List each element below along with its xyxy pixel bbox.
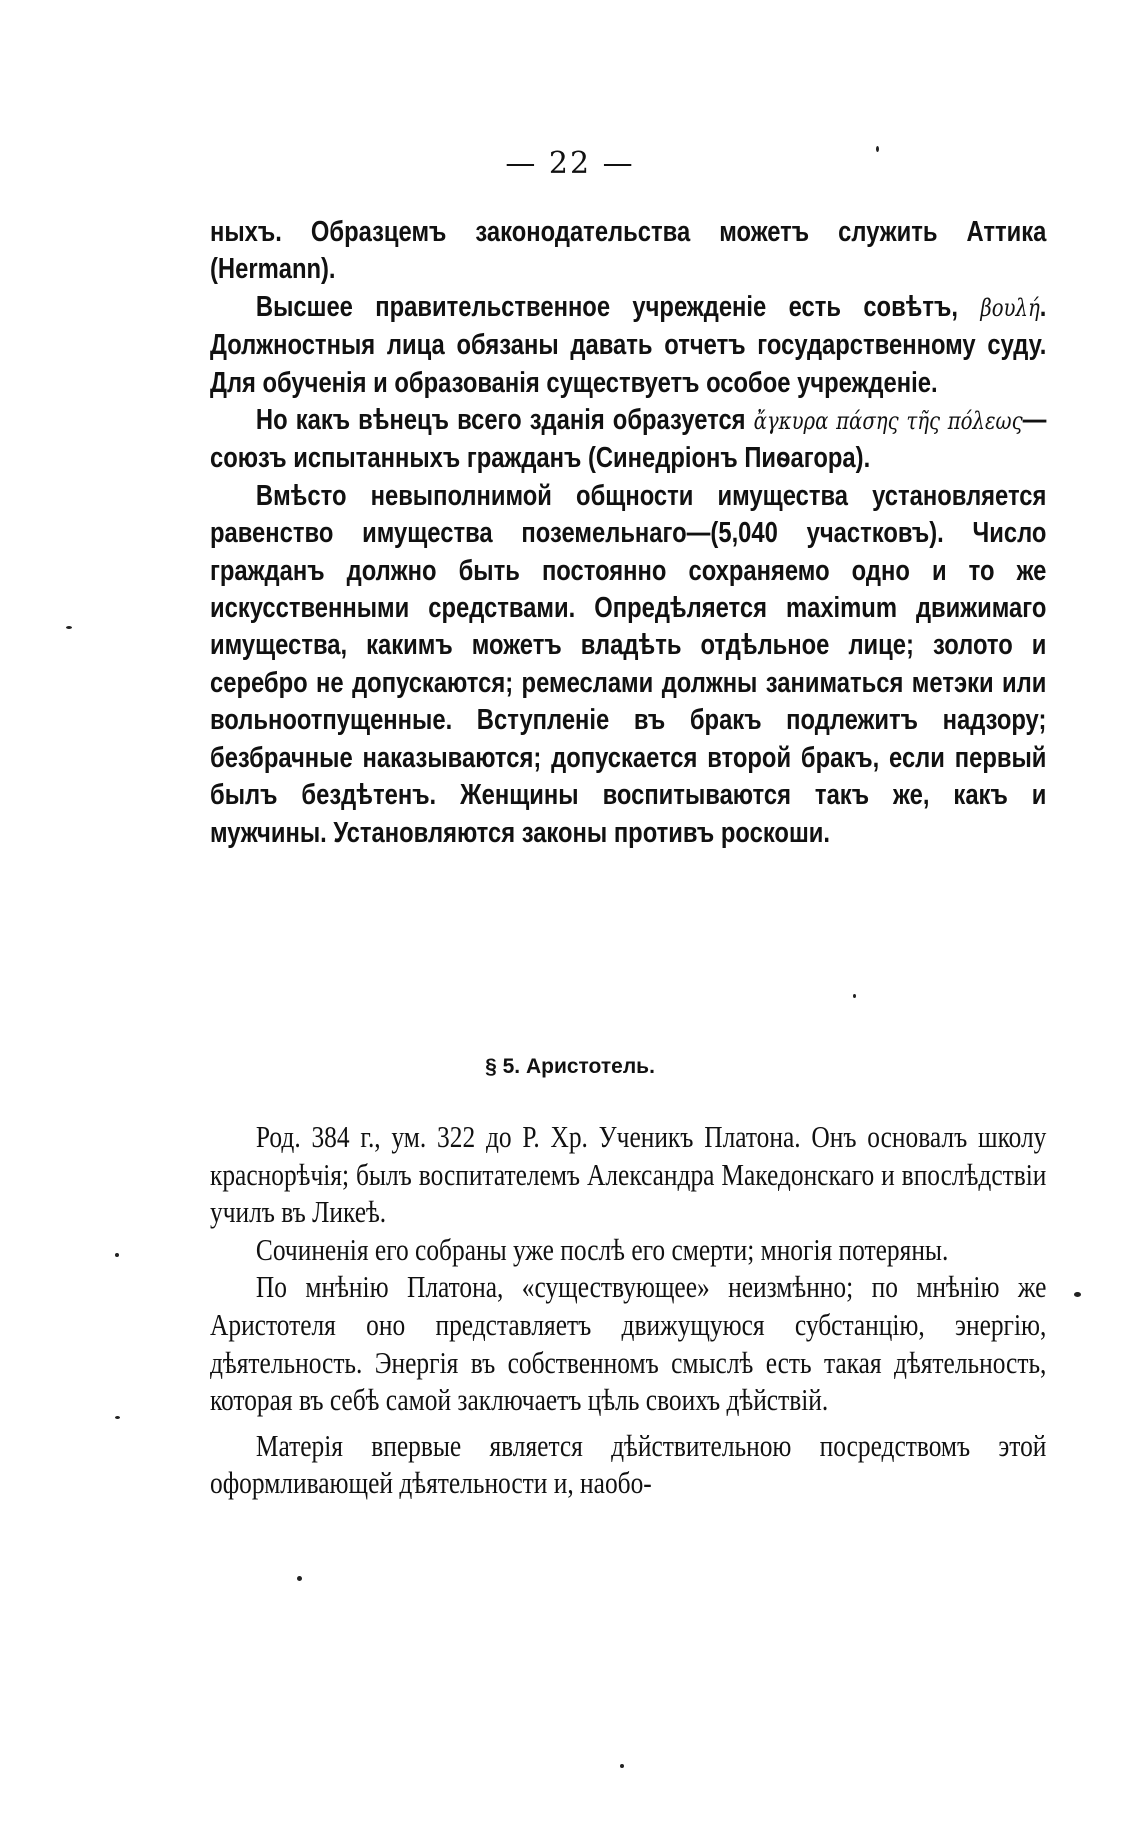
council-text-b: . Должностныя лица обязаны давать отчетъ государственному суду. Для обученія и образованія существуетъ особое учрежденіе. [210,290,1047,399]
section-heading: § 5. Аристотель. [485,1055,655,1078]
page-number: — 22 — [505,146,635,181]
paragraph-writings: Сочиненія его собраны уже послѣ его смерти; многія потеряны. [255,1231,949,1267]
greek-phrase-ankyra: ἄγκυρα πάσης τῆς πόλεως [753,407,1023,436]
greek-term-boule: βουλή [980,293,1040,322]
synedrion-text-b: —союзъ испытанныхъ гражданъ (Синедріонъ Пиѳагора). [210,404,1047,475]
print-speck [66,626,72,629]
paragraph-synedrion [210,402,1046,478]
print-speck [115,1253,119,1257]
paragraph-energy: По мнѣнію Платона, «существующее» неизмѣнно; по мнѣнію же Аристотеля оно представляетъ движущуюся субстанцію, энергію, дѣятельность. Энергія въ собственномъ смыслѣ есть такая дѣятельность, которая въ себѣ самой заключаетъ цѣль своихъ дѣйствій. [210,1269,1047,1418]
paragraph-property: Вмѣсто невыполнимой общности имущества установляется равенство имущества поземельнаго—(5,040 участковъ). Число гражданъ должно быть постоянно сохраняемо одно и то же искусственными средствами. Опредѣляется maximum движимаго имущества, какимъ можетъ владѣть отдѣльное лице; золото и серебро не допускаются; ремеслами должны заниматься метэки или вольноотпущенные. Вступленіе въ бракъ подлежитъ надзору; безбрачные наказываются; допускается второй бракъ, если первый былъ бездѣтенъ. Женщины воспитываются такъ же, какъ и мужчины. Установляются законы противъ роскоши. [210,479,1047,849]
council-text-a: Высшее правительственное учрежденіе есть совѣтъ, [255,290,981,323]
print-speck [876,146,879,152]
paragraph-council [210,289,1046,402]
synedrion-text-a: Но какъ вѣнецъ всего зданія образуется [255,404,754,437]
print-speck [620,1764,624,1768]
plato-laws-text [210,214,1046,852]
aristotle-text [210,1118,1046,1502]
paragraph-biography: Род. 384 г., ум. 322 до Р. Хр. Ученикъ Платона. Онъ основалъ школу краснорѣчія; былъ воспитателемъ Александра Македонскаго и впослѣдствіи училъ въ Ликеѣ. [210,1119,1047,1230]
print-speck [297,1576,302,1581]
paragraph-attica: ныхъ. Образцемъ законодательства можетъ служить Аттика (Hermann). [210,216,1047,286]
paragraph-matter: Матерія впервые является дѣйствительною посредствомъ этой оформливающей дѣятельности и, наобо- [210,1427,1047,1501]
print-speck [115,1416,120,1419]
print-speck [853,994,856,998]
print-speck [1074,1292,1081,1297]
